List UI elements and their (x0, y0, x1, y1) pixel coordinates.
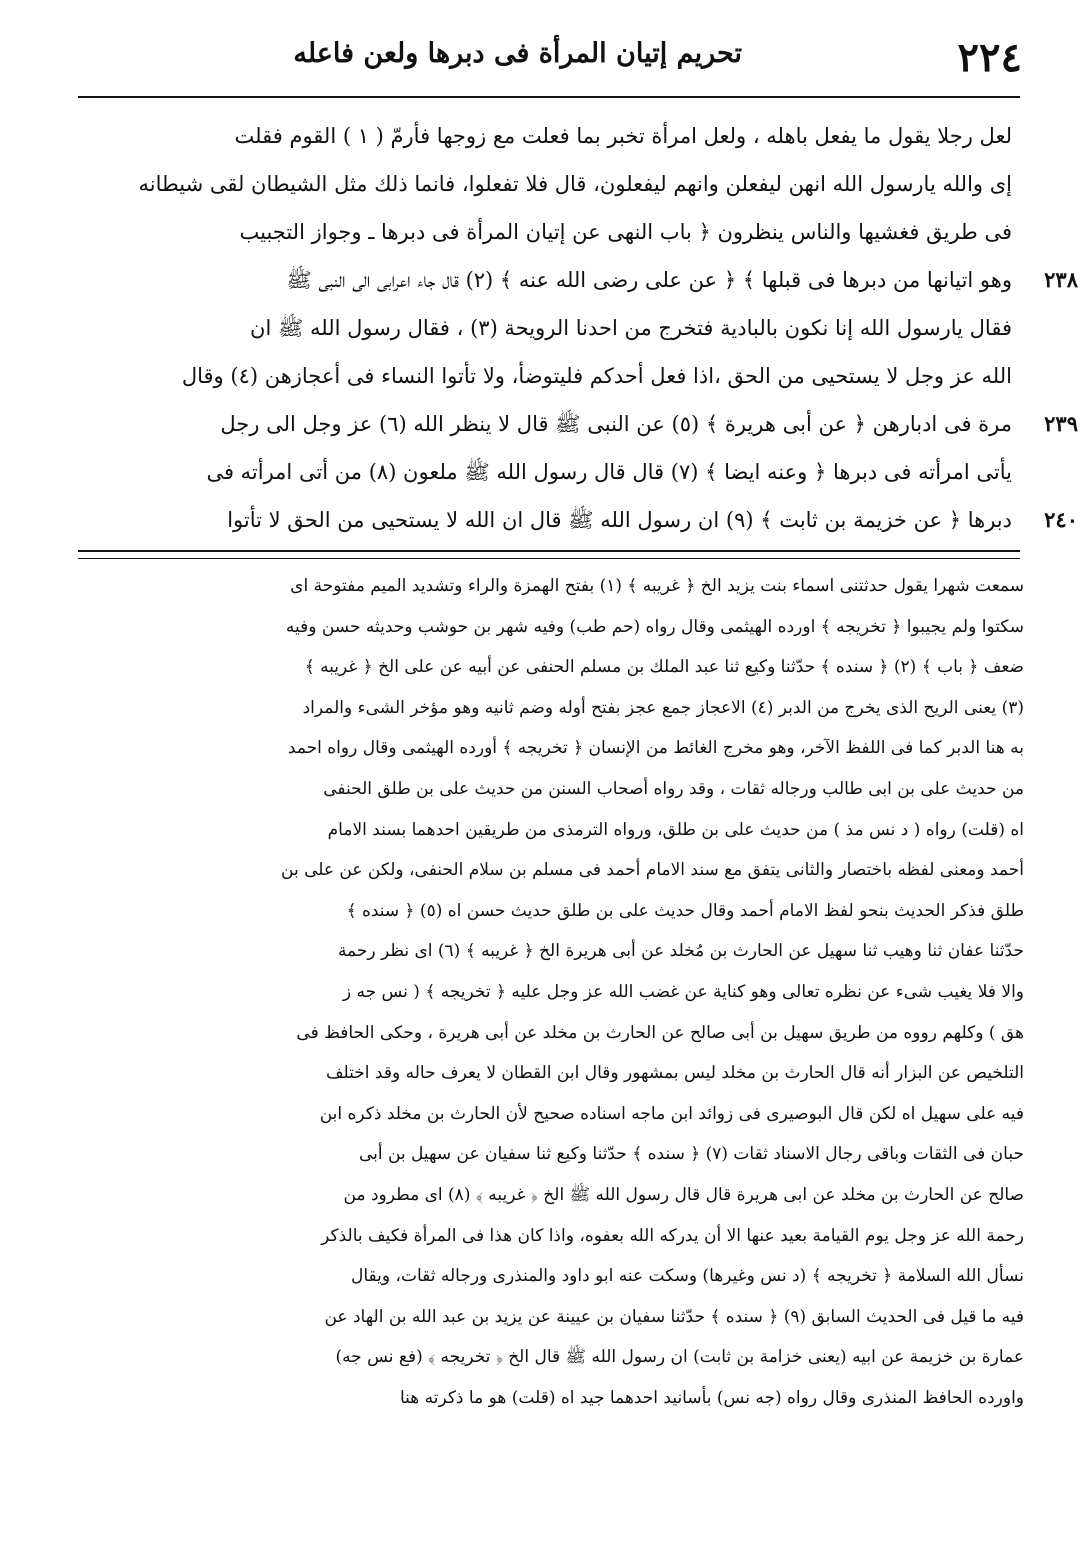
footnote-line: حدّثنا عفان ثنا وهيب ثنا سهيل عن الحارث بن مُخلد عن أبى هريرة الخ ﴿ غريبه ﴾ (٦) اى نظر رحمة (337, 941, 1024, 962)
footnote-line: ضعف ﴿ باب ﴾ (٢) ﴿ سنده ﴾ حدّثنا وكيع ثنا عبد الملك بن مسلم الحنفى عن أبيه عن على الخ ﴿ غريبه ﴾ (304, 657, 1024, 678)
footnote-line: حبان فى الثقات وباقى رجال الاسناد ثقات (٧) ﴿ سنده ﴾ حدّثنا وكيع ثنا سفيان عن سهيل بن أبى (358, 1144, 1024, 1165)
footnote-line: واورده الحافظ المنذرى وقال رواه (جه نس) بأسانيد احدهما جيد اه (قلت) هو ما ذكرته هنا (399, 1387, 1024, 1408)
footnote-line: سكتوا ولم يجيبوا ﴿ تخريجه ﴾ اورده الهيثمى وقال رواه (حم طب) وفيه شهر بن حوشب وحديثه حسن وفيه (285, 616, 1024, 637)
main-line-text: مرة فى ادبارهن ﴿ عن أبى هريرة ﴾ (٥) عن النبى ﷺ قال لا ينظر الله (٦) عز وجل الى رجل (220, 412, 1012, 436)
footnote-line: سمعت شهرا يقول حدثتنى اسماء بنت يزيد الخ ﴿ غريبه ﴾ (١) بفتح الهمزة والراء وتشديد الميم مفتوحة اى (290, 576, 1024, 596)
main-line-text: دبرها ﴿ عن خزيمة بن ثابت ﴾ (٩) ان رسول الله ﷺ قال ان الله لا يستحيى من الحق لا تأتوا (227, 508, 1012, 532)
main-line (80, 400, 1078, 448)
main-line-text: وهو اتيانها من دبرها فى قبلها ﴾ ﴿ عن على رضى الله عنه ﴾ (٢) قال جاء اعرابى الى النبى ﷺ (286, 268, 1012, 292)
main-line-text: فى طريق فغشيها والناس ينظرون ﴿ باب النهى عن إتيان المرأة فى دبرها ـ وجواز التجبيب (239, 220, 1012, 244)
page-header (80, 30, 1022, 92)
footnote-separator-thin (78, 558, 1020, 559)
footnote-line: اه (قلت) رواه ( د نس مذ ) من حديث على بن طلق، ورواه الترمذى من طريقين احدهما بسند الامام (327, 819, 1024, 840)
main-line-text: يأتى امرأته فى دبرها ﴿ وعنه ايضا ﴾ (٧) قال قال رسول الله ﷺ ملعون (٨) من أتى امرأته فى (206, 460, 1012, 484)
hadith-number: ٢٣٩ (1044, 411, 1078, 436)
running-title: تحريم إتيان المرأة فى دبرها ولعن فاعله (293, 38, 742, 69)
footnote-line: صالح عن الحارث بن مخلد عن ابى هريرة قال قال رسول الله ﷺ الخ ﴿ غريبه ﴾ (٨) اى مطرود من (343, 1184, 1024, 1205)
main-line (80, 304, 1012, 352)
main-line-text: الله عز وجل لا يستحيى من الحق ،اذا فعل أحدكم فليتوضأ، ولا تأتوا النساء فى أعجازهن (٤) وقال (181, 364, 1012, 388)
main-line (80, 112, 1012, 160)
footnote-line: (٣) يعنى الريح الذى يخرج من الدبر (٤) الاعجاز جمع عجز بفتح أوله وضم ثانيه وهو مؤخر الشىء والمراد (302, 697, 1024, 718)
main-line (80, 352, 1012, 400)
footnote-line: طلق فذكر الحديث بنحو لفظ الامام أحمد وقال حديث على بن طلق حديث حسن اه (٥) ﴿ سنده ﴾ (346, 900, 1024, 921)
page-number: ٢٢٤ (957, 34, 1022, 81)
footnotes (78, 566, 1024, 1418)
main-line (80, 256, 1078, 304)
footnote-line: فيه ما قيل فى الحديث السابق (٩) ﴿ سنده ﴾ حدّثنا سفيان بن عيينة عن يزيد بن عبد الله بن الهاد عن (324, 1306, 1024, 1327)
main-line-text: فقال يارسول الله إنا نكون بالبادية فتخرج من احدنا الرويحة (٣) ، فقال رسول الله ﷺ ان (250, 316, 1012, 340)
footnote-line: به هنا الدبر كما فى اللفظ الآخر، وهو مخرج الغائط من الإنسان ﴿ تخريجه ﴾ أورده الهيثمى وقال رواه احمد (287, 738, 1024, 759)
footnote-line: من حديث على بن ابى طالب ورجاله ثقات ، وقد رواه أصحاب السنن من حديث على بن طلق الحنفى (323, 778, 1024, 799)
hadith-number: ٢٣٨ (1044, 267, 1078, 292)
header-rule (78, 96, 1020, 98)
main-line-text: لعل رجلا يقول ما يفعل باهله ، ولعل امرأة تخبر بما فعلت مع زوجها فأرمّ ( ١ ) القوم فقلت (234, 124, 1012, 148)
footnote-line: فيه على سهيل اه لكن قال البوصيرى فى زوائد ابن ماجه اسناده صحيح لأن الحارث بن مخلد ذكره ابن (319, 1103, 1024, 1124)
footnote-line: التلخيص عن البزار أنه قال الحارث بن مخلد ليس بمشهور وقال ابن القطان لا يعرف حاله وقد اختلف (325, 1063, 1024, 1084)
main-text (80, 112, 1078, 544)
footnote-line: هق ) وكلهم رووه من طريق سهيل بن أبى صالح عن الحارث بن مخلد عن أبى هريرة ، وحكى الحافظ فى (296, 1022, 1024, 1043)
main-line (80, 160, 1012, 208)
main-line (80, 448, 1012, 496)
main-line (80, 208, 1012, 256)
footnote-line: عمارة بن خزيمة عن ابيه (يعنى خزامة بن ثابت) ان رسول الله ﷺ قال الخ ﴿ تخريجه ﴾ (فع نس جه) (335, 1347, 1024, 1368)
footnote-line: والا فلا يغيب شىء عن نظره تعالى وهو كناية عن غضب الله عز وجل عليه ﴿ تخريجه ﴾ ( نس جه ز (342, 981, 1024, 1002)
footnote-line: أحمد ومعنى لفظه باختصار والثانى يتفق مع سند الامام أحمد فى مسلم بن سلام الحنفى، ولكن عن على بن (281, 860, 1024, 881)
hadith-number: ٢٤٠ (1044, 507, 1078, 532)
footnote-line: رحمة الله عز وجل يوم القيامة بعيد عنها الا أن يدركه الله بعفوه، واذا كان هذا فى المرأة فكيف بالذكر (321, 1225, 1024, 1246)
footnote-line: نسأل الله السلامة ﴿ تخريجه ﴾ (د نس وغيرها) وسكت عنه ابو داود والمنذرى ورجاله ثقات، ويقال (350, 1266, 1024, 1287)
main-line (80, 496, 1078, 544)
footnote-separator (78, 550, 1020, 552)
main-line-text: إى والله يارسول الله انهن ليفعلن وانهم ليفعلون، قال فلا تفعلوا، فانما ذلك مثل الشيطان لقى شيطانه (138, 172, 1012, 196)
